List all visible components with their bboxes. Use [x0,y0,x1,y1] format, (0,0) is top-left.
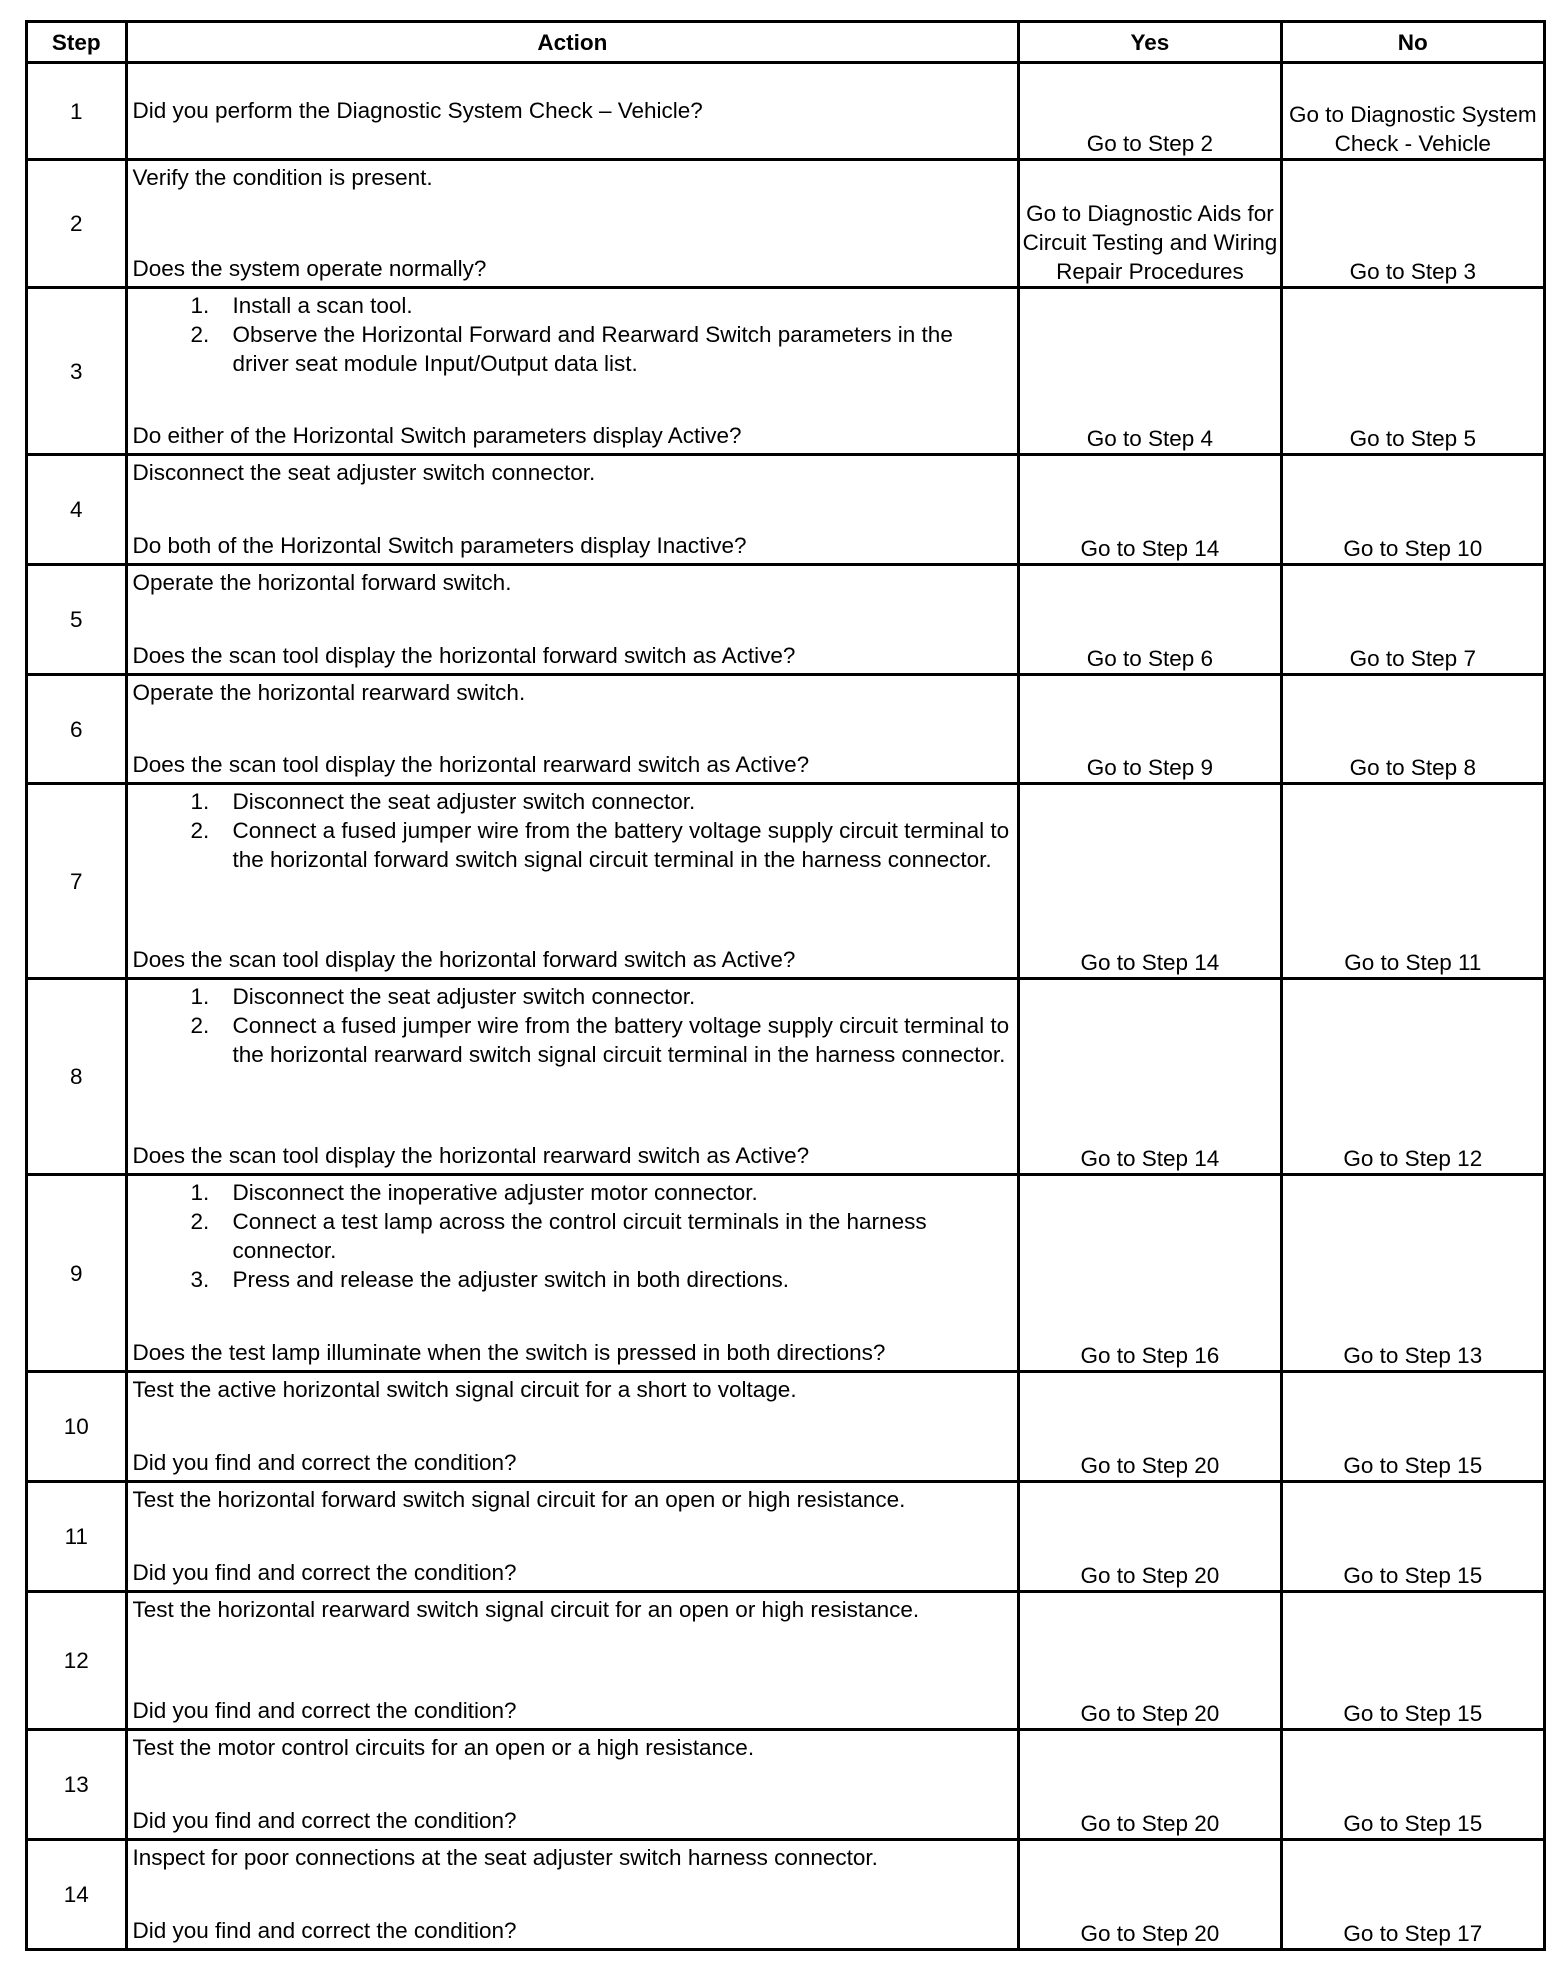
action-instructions [133,1595,1013,1624]
step-number: 14 [27,1840,127,1950]
action-intro: Test the horizontal rearward switch signal circuit for an open or high resistance. [132,1597,920,1622]
yes-result: Go to Step 9 [1019,675,1281,784]
table-row [27,675,1545,784]
no-result: Go to Step 7 [1281,565,1544,675]
step-number: 8 [27,979,127,1175]
yes-result: Go to Step 6 [1019,565,1281,675]
action-step-number: 1. [190,984,210,1009]
action-intro: Test the active horizontal switch signal circuit for a short to voltage. [132,1377,797,1402]
action-question: Does the scan tool display the horizontal rearward switch as Active? [132,752,810,777]
action-step-item [133,1178,1013,1207]
action-instructions [133,1178,1013,1294]
action-intro: Disconnect the seat adjuster switch connector. [132,460,596,485]
yes-result: Go to Step 16 [1019,1175,1281,1372]
action-step-number: 2. [190,322,210,347]
action-question: Does the scan tool display the horizontal forward switch as Active? [132,947,796,972]
action-step-item [133,1011,1013,1069]
yes-result: Go to Step 14 [1019,455,1281,565]
action-question: Does the test lamp illuminate when the switch is pressed in both directions? [132,1340,886,1365]
action-step-text: Connect a test lamp across the control circuit terminals in the harness connector. [232,1209,927,1263]
action-intro: Verify the condition is present. [132,165,433,190]
action-content [128,566,1018,673]
action-question: Does the scan tool display the horizontal forward switch as Active? [132,643,796,668]
action-instructions [133,787,1013,874]
action-cell [126,565,1019,675]
action-content [128,64,1018,158]
yes-result: Go to Step 20 [1019,1482,1281,1592]
action-content [128,161,1018,286]
action-cell [126,784,1019,979]
table-row [27,63,1545,160]
action-question: Did you find and correct the condition? [132,1918,517,1943]
action-instructions [133,982,1013,1069]
action-step-item [133,320,1013,378]
action-question: Do either of the Horizontal Switch parameters display Active? [132,423,742,448]
action-step-list [133,787,1013,874]
action-step-list [133,982,1013,1069]
yes-result: Go to Step 14 [1019,979,1281,1175]
table-row [27,1592,1545,1730]
action-instructions [133,1375,1013,1404]
action-cell [126,1840,1019,1950]
action-step-text: Connect a fused jumper wire from the battery voltage supply circuit terminal to the horizontal rearward switch signal circuit terminal in the harness connector. [232,1013,1010,1067]
action-cell [126,63,1019,160]
no-result: Go to Diagnostic System Check - Vehicle [1281,63,1544,160]
step-number: 7 [27,784,127,979]
action-question: Does the scan tool display the horizontal rearward switch as Active? [132,1143,810,1168]
table-row [27,455,1545,565]
action-content [128,1176,1018,1370]
action-step-item [133,787,1013,816]
action-intro: Test the horizontal forward switch signal circuit for an open or high resistance. [132,1487,906,1512]
action-content [128,289,1018,453]
no-result: Go to Step 8 [1281,675,1544,784]
header-action: Action [126,22,1019,63]
action-step-number: 1. [190,1180,210,1205]
action-instructions [133,291,1013,378]
header-yes: Yes [1019,22,1281,63]
action-step-number: 3. [190,1267,210,1292]
action-step-item [133,1207,1013,1265]
action-cell [126,288,1019,455]
action-question: Did you find and correct the condition? [132,1560,517,1585]
action-cell [126,675,1019,784]
action-instructions [133,163,1013,192]
no-result: Go to Step 15 [1281,1482,1544,1592]
no-result: Go to Step 15 [1281,1592,1544,1730]
step-number: 6 [27,675,127,784]
action-step-list [133,1178,1013,1294]
action-step-number: 2. [190,1013,210,1038]
table-row [27,288,1545,455]
table-row [27,1840,1545,1950]
no-result: Go to Step 10 [1281,455,1544,565]
action-cell [126,1730,1019,1840]
action-intro: Test the motor control circuits for an open or a high resistance. [132,1735,755,1760]
action-instructions [133,1733,1013,1762]
table-body [27,63,1545,1950]
no-result: Go to Step 5 [1281,288,1544,455]
action-content [128,1731,1018,1838]
action-content [128,676,1018,782]
action-step-text: Connect a fused jumper wire from the battery voltage supply circuit terminal to the horizontal forward switch signal circuit terminal in the harness connector. [232,818,1010,872]
table-row [27,160,1545,288]
action-step-number: 2. [190,1209,210,1234]
yes-result: Go to Step 14 [1019,784,1281,979]
table-row [27,1372,1545,1482]
action-step-text: Press and release the adjuster switch in both directions. [232,1267,790,1292]
no-result: Go to Step 17 [1281,1840,1544,1950]
table-header-row [27,22,1545,63]
action-instructions [133,1485,1013,1514]
yes-result: Go to Step 2 [1019,63,1281,160]
action-intro: Inspect for poor connections at the seat adjuster switch harness connector. [132,1845,878,1870]
header-step: Step [27,22,127,63]
action-step-item [133,816,1013,874]
yes-result: Go to Step 20 [1019,1730,1281,1840]
step-number: 13 [27,1730,127,1840]
table-row [27,565,1545,675]
table-row [27,1730,1545,1840]
no-result: Go to Step 12 [1281,979,1544,1175]
no-result: Go to Step 13 [1281,1175,1544,1372]
action-instructions [133,458,1013,487]
action-instructions [133,568,1013,597]
action-content [128,785,1018,977]
step-number: 11 [27,1482,127,1592]
action-cell [126,1175,1019,1372]
diagnostic-table [25,20,1546,1951]
action-step-text: Disconnect the seat adjuster switch connector. [232,789,696,814]
action-step-number: 2. [190,818,210,843]
action-question: Did you find and correct the condition? [132,1698,517,1723]
step-number: 2 [27,160,127,288]
action-intro: Operate the horizontal rearward switch. [132,680,526,705]
action-question: Do both of the Horizontal Switch parameters display Inactive? [132,533,747,558]
table-row [27,1175,1545,1372]
step-number: 1 [27,63,127,160]
action-cell [126,979,1019,1175]
action-cell [126,455,1019,565]
action-step-item [133,291,1013,320]
action-cell [126,1482,1019,1592]
action-step-text: Disconnect the inoperative adjuster motor connector. [232,1180,758,1205]
action-step-text: Install a scan tool. [232,293,413,318]
action-content [128,456,1018,563]
yes-result: Go to Step 20 [1019,1840,1281,1950]
action-content [128,1593,1018,1728]
action-step-list [133,291,1013,378]
step-number: 4 [27,455,127,565]
no-result: Go to Step 3 [1281,160,1544,288]
step-number: 9 [27,1175,127,1372]
yes-result: Go to Step 4 [1019,288,1281,455]
action-content [128,980,1018,1173]
action-step-number: 1. [190,293,210,318]
action-step-text: Observe the Horizontal Forward and Rearward Switch parameters in the driver seat module Input/Output data list. [232,322,953,376]
yes-result: Go to Step 20 [1019,1372,1281,1482]
no-result: Go to Step 15 [1281,1372,1544,1482]
action-step-item [133,1265,1013,1294]
action-cell [126,1372,1019,1482]
step-number: 5 [27,565,127,675]
action-instructions [133,1843,1013,1872]
header-no: No [1281,22,1544,63]
action-instructions [133,678,1013,707]
table-row [27,784,1545,979]
table-row [27,979,1545,1175]
yes-result: Go to Step 20 [1019,1592,1281,1730]
action-cell [126,160,1019,288]
action-cell [126,1592,1019,1730]
no-result: Go to Step 11 [1281,784,1544,979]
step-number: 12 [27,1592,127,1730]
no-result: Go to Step 15 [1281,1730,1544,1840]
action-content [128,1483,1018,1590]
action-question: Did you perform the Diagnostic System Check – Vehicle? [132,98,703,123]
action-content [128,1841,1018,1948]
action-step-number: 1. [190,789,210,814]
action-question: Did you find and correct the condition? [132,1450,517,1475]
step-number: 10 [27,1372,127,1482]
action-content [128,1373,1018,1480]
step-number: 3 [27,288,127,455]
action-question: Does the system operate normally? [132,256,487,281]
action-step-text: Disconnect the seat adjuster switch connector. [232,984,696,1009]
action-step-item [133,982,1013,1011]
table-row [27,1482,1545,1592]
action-intro: Operate the horizontal forward switch. [132,570,512,595]
action-question: Did you find and correct the condition? [132,1808,517,1833]
yes-result: Go to Diagnostic Aids for Circuit Testing and Wiring Repair Procedures [1019,160,1281,288]
